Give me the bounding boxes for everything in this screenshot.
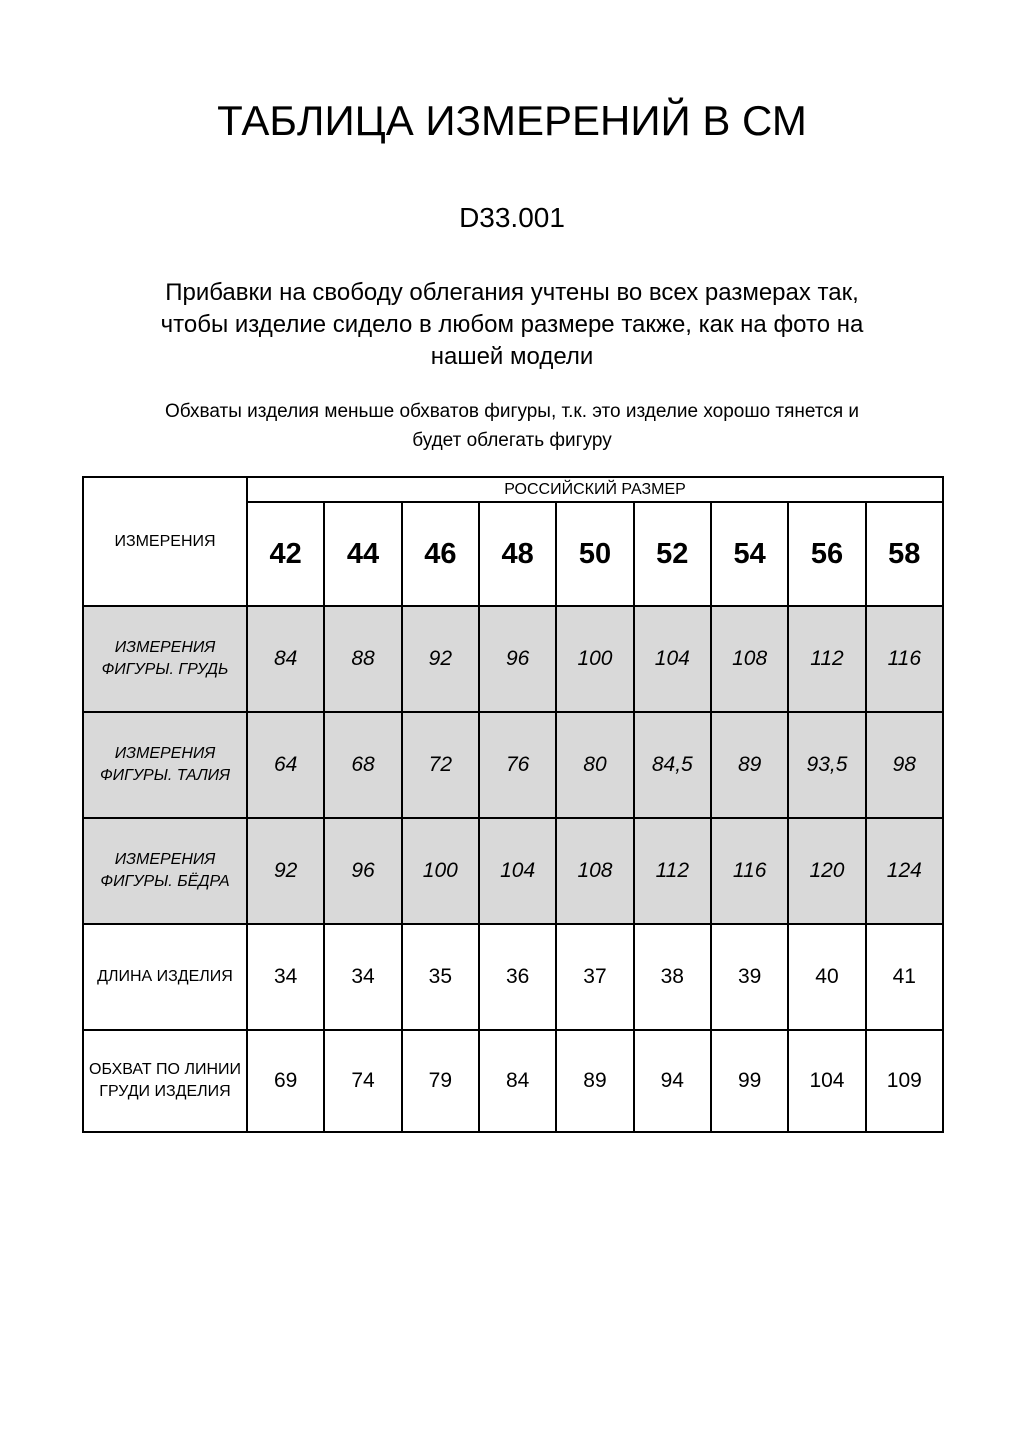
table-row-body-waist (83, 712, 943, 818)
value-cell: 104 (634, 606, 711, 712)
value-cell: 124 (866, 818, 943, 924)
value-cell: 112 (788, 606, 865, 712)
measurements-corner-cell: ИЗМЕРЕНИЯ (83, 477, 247, 606)
table-row-garment-chest (83, 1030, 943, 1132)
value-cell: 74 (324, 1030, 401, 1132)
value-cell: 100 (556, 606, 633, 712)
table-row-body-hips (83, 818, 943, 924)
value-cell: 41 (866, 924, 943, 1030)
page-title: ТАБЛИЦА ИЗМЕРЕНИЙ В СМ (217, 97, 807, 144)
value-cell: 98 (866, 712, 943, 818)
value-cell: 108 (556, 818, 633, 924)
size-header-48: 48 (479, 502, 556, 606)
value-cell: 96 (479, 606, 556, 712)
value-cell: 76 (479, 712, 556, 818)
value-cell: 112 (634, 818, 711, 924)
fit-note-line-3: нашей модели (430, 343, 594, 371)
size-header-44: 44 (324, 502, 401, 606)
row-label: ДЛИНА ИЗДЕЛИЯ (83, 924, 247, 1030)
article-code: D33.001 (459, 202, 565, 234)
table-row-body-chest (83, 606, 943, 712)
value-cell: 39 (711, 924, 788, 1030)
value-cell: 38 (634, 924, 711, 1030)
value-cell: 92 (402, 606, 479, 712)
value-cell: 100 (402, 818, 479, 924)
value-cell: 40 (788, 924, 865, 1030)
value-cell: 92 (247, 818, 324, 924)
value-cell: 89 (711, 712, 788, 818)
stretch-note-line-1: Обхваты изделия меньше обхватов фигуры, т.к. это изделие хорошо тянется и (164, 401, 860, 423)
value-cell: 36 (479, 924, 556, 1030)
size-header-56: 56 (788, 502, 865, 606)
value-cell: 84,5 (634, 712, 711, 818)
measurements-table (82, 476, 944, 1133)
size-header-50: 50 (556, 502, 633, 606)
value-cell: 104 (479, 818, 556, 924)
value-cell: 108 (711, 606, 788, 712)
value-cell: 109 (866, 1030, 943, 1132)
value-cell: 72 (402, 712, 479, 818)
value-cell: 64 (247, 712, 324, 818)
size-header-52: 52 (634, 502, 711, 606)
russian-size-header-cell: РОССИЙСКИЙ РАЗМЕР (247, 477, 943, 502)
row-label: ИЗМЕРЕНИЯ ФИГУРЫ. ТАЛИЯ (83, 712, 247, 818)
value-cell: 34 (324, 924, 401, 1030)
value-cell: 104 (788, 1030, 865, 1132)
value-cell: 99 (711, 1030, 788, 1132)
row-label: ИЗМЕРЕНИЯ ФИГУРЫ. ГРУДЬ (83, 606, 247, 712)
fit-note-line-1: Прибавки на свободу облегания учтены во всех размерах так, (165, 279, 859, 307)
value-cell: 34 (247, 924, 324, 1030)
size-header-42: 42 (247, 502, 324, 606)
value-cell: 89 (556, 1030, 633, 1132)
table-header-row (83, 477, 943, 502)
value-cell: 80 (556, 712, 633, 818)
stretch-note-line-2: будет облегать фигуру (412, 430, 612, 452)
value-cell: 116 (866, 606, 943, 712)
value-cell: 68 (324, 712, 401, 818)
value-cell: 84 (479, 1030, 556, 1132)
value-cell: 116 (711, 818, 788, 924)
value-cell: 120 (788, 818, 865, 924)
size-header-58: 58 (866, 502, 943, 606)
size-header-46: 46 (402, 502, 479, 606)
value-cell: 37 (556, 924, 633, 1030)
value-cell: 94 (634, 1030, 711, 1132)
fit-note-line-2: чтобы изделие сидело в любом размере также, как на фото на (160, 311, 864, 339)
value-cell: 93,5 (788, 712, 865, 818)
value-cell: 69 (247, 1030, 324, 1132)
size-header-54: 54 (711, 502, 788, 606)
value-cell: 88 (324, 606, 401, 712)
value-cell: 35 (402, 924, 479, 1030)
value-cell: 96 (324, 818, 401, 924)
value-cell: 84 (247, 606, 324, 712)
row-label: ИЗМЕРЕНИЯ ФИГУРЫ. БЁДРА (83, 818, 247, 924)
value-cell: 79 (402, 1030, 479, 1132)
fit-note (0, 277, 1024, 373)
table-row-garment-length (83, 924, 943, 1030)
row-label: ОБХВАТ ПО ЛИНИИ ГРУДИ ИЗДЕЛИЯ (83, 1030, 247, 1132)
stretch-note (0, 397, 1024, 455)
